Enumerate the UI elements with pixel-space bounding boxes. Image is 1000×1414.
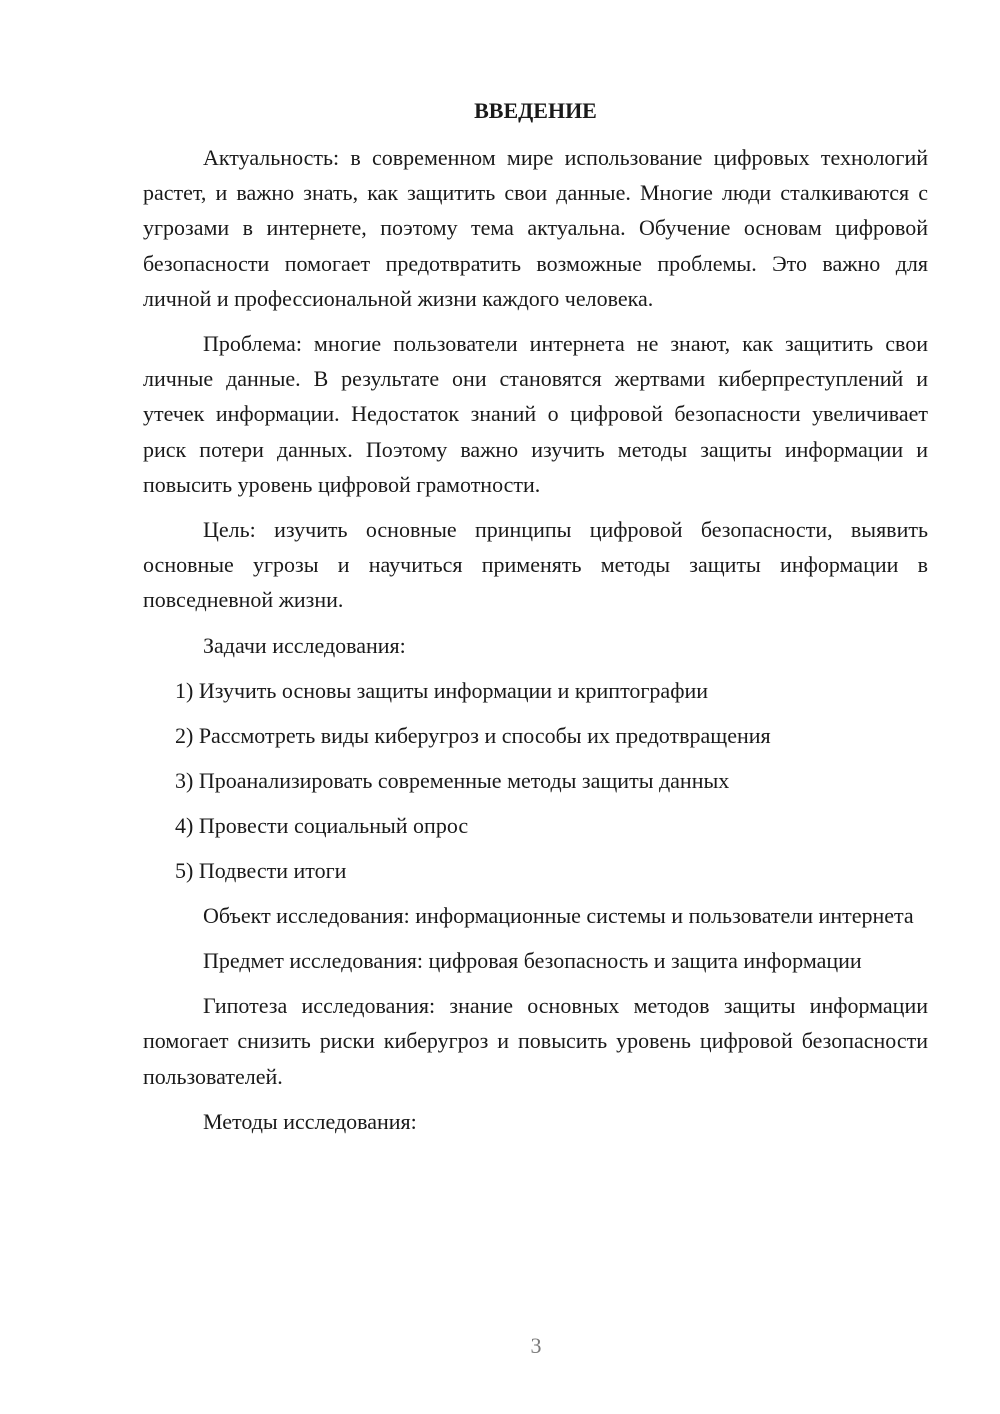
object-paragraph: Объект исследования: информационные системы и пользователи интернета <box>203 902 914 928</box>
section-title: ВВЕДЕНИЕ <box>474 98 597 123</box>
task-item-3: 3) Проанализировать современные методы защиты данных <box>175 767 730 793</box>
tasks-list <box>143 673 928 888</box>
tasks-heading: Задачи исследования: <box>203 632 406 658</box>
problem-paragraph: Проблема: многие пользователи интернета не знают, как защитить свои личные данные. В результате они становятся жертвами киберпреступлений и утечек информации. Недостаток знаний о цифровой безопасности увеличивает риск потери данных. Поэтому важно изучить методы защиты информации и повысить уровень цифровой грамотности. <box>143 331 928 497</box>
relevance-paragraph: Актуальность: в современном мире использование цифровых технологий растет, и важно знать, как защитить свои данные. Многие люди сталкиваются с угрозами в интернете, поэтому тема актуальна. Обучение основам цифровой безопасности помогает предотвратить возможные проблемы. Это важно для личной и профессиональной жизни каждого человека. <box>143 145 928 311</box>
subject-paragraph: Предмет исследования: цифровая безопасность и защита информации <box>203 948 862 974</box>
methods-heading: Методы исследования: <box>203 1108 417 1134</box>
task-item-5: 5) Подвести итоги <box>175 857 347 883</box>
task-item-1: 1) Изучить основы защиты информации и криптографии <box>175 677 708 703</box>
task-item-2: 2) Рассмотреть виды киберугроз и способы их предотвращения <box>175 722 771 748</box>
task-item-4: 4) Провести социальный опрос <box>175 812 469 838</box>
hypothesis-paragraph: Гипотеза исследования: знание основных методов защиты информации помогает снизить риски киберугроз и повысить уровень цифровой безопасности пользователей. <box>143 993 928 1089</box>
goal-paragraph: Цель: изучить основные принципы цифровой безопасности, выявить основные угрозы и научиться применять методы защиты информации в повседневной жизни. <box>143 517 928 613</box>
page-number: 3 <box>530 1333 542 1358</box>
page-content <box>143 96 928 1149</box>
